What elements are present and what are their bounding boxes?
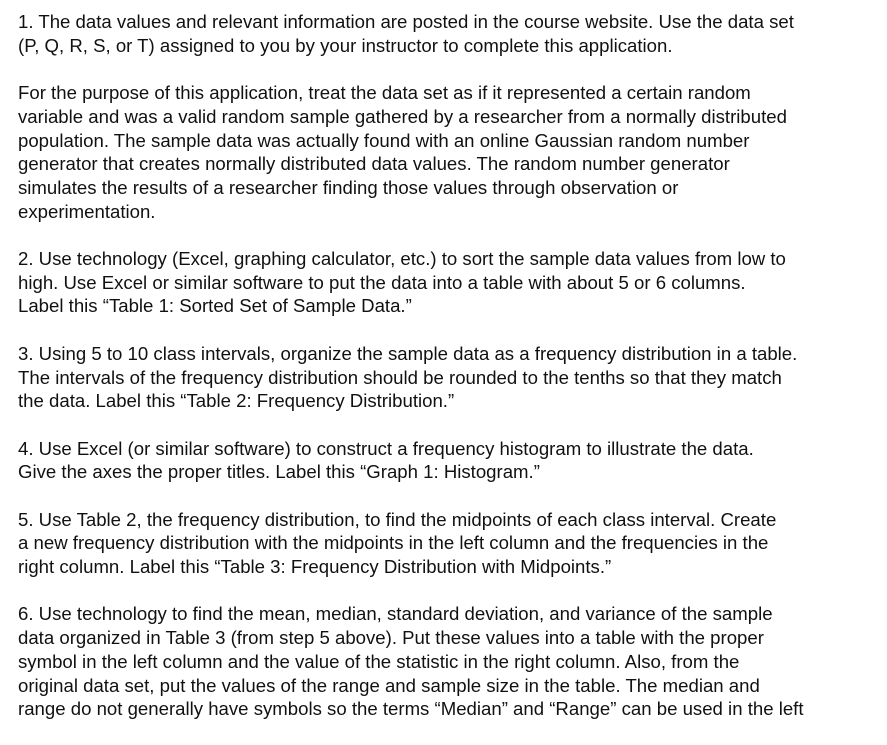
paragraph-step-2: [18, 247, 804, 318]
text-line: Give the axes the proper titles. Label this “Graph 1: Histogram.”: [18, 461, 540, 483]
text-line: population. The sample data was actually found with an online Gaussian random number: [18, 129, 750, 151]
text-line: original data set, put the values of the range and sample size in the table. The median and: [18, 674, 760, 696]
text-line: (P, Q, R, S, or T) assigned to you by your instructor to complete this application.: [18, 34, 673, 56]
paragraph-step-5: [18, 508, 804, 579]
text-line: the data. Label this “Table 2: Frequency Distribution.”: [18, 390, 455, 412]
text-line: 5. Use Table 2, the frequency distribution, to find the midpoints of each class interval. Create: [18, 508, 777, 530]
text-line: 4. Use Excel (or similar software) to construct a frequency histogram to illustrate the data.: [18, 437, 754, 459]
text-line: variable and was a valid random sample gathered by a researcher from a normally distributed: [18, 105, 787, 127]
text-line: data organized in Table 3 (from step 5 above). Put these values into a table with the proper: [18, 627, 764, 649]
paragraph-step-6: [18, 602, 804, 721]
text-line: simulates the results of a researcher finding those values through observation or: [18, 176, 679, 198]
text-line: generator that creates normally distributed data values. The random number generator: [18, 153, 730, 175]
text-line: 6. Use technology to find the mean, median, standard deviation, and variance of the sample: [18, 603, 773, 625]
text-line: right column. Label this “Table 3: Frequency Distribution with Midpoints.”: [18, 556, 612, 578]
text-line: The intervals of the frequency distribution should be rounded to the tenths so that they match: [18, 366, 782, 388]
text-line: a new frequency distribution with the midpoints in the left column and the frequencies in the: [18, 532, 769, 554]
text-line: 2. Use technology (Excel, graphing calculator, etc.) to sort the sample data values from low to: [18, 248, 786, 269]
text-line: Label this “Table 1: Sorted Set of Sample Data.”: [18, 295, 412, 317]
text-line: 3. Using 5 to 10 class intervals, organize the sample data as a frequency distribution in a table.: [18, 342, 798, 364]
text-line: experimentation.: [18, 200, 156, 222]
paragraph-step-4: [18, 437, 804, 484]
text-line: For the purpose of this application, treat the data set as if it represented a certain random: [18, 82, 751, 104]
text-line: symbol in the left column and the value of the statistic in the right column. Also, from the: [18, 650, 740, 672]
text-line: range do not generally have symbols so the terms “Median” and “Range” can be used in the left: [18, 698, 804, 720]
paragraph-step-3: [18, 342, 804, 413]
paragraph-purpose: [18, 81, 804, 223]
text-line: high. Use Excel or similar software to put the data into a table with about 5 or 6 columns.: [18, 271, 746, 293]
paragraph-step-1: [18, 10, 804, 57]
text-line: 1. The data values and relevant information are posted in the course website. Use the data set: [18, 11, 794, 32]
assignment-document: [18, 10, 804, 745]
